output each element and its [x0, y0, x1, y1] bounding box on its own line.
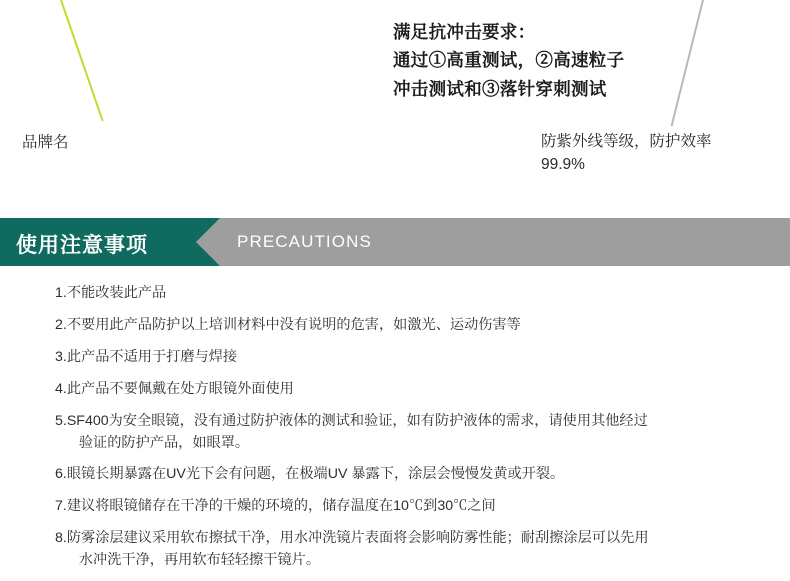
- impact-line-1: 满足抗冲击要求：: [393, 22, 536, 42]
- list-item-text: 此产品不适用于打磨与焊接: [66, 349, 238, 365]
- list-item-number: 3.: [55, 349, 67, 365]
- uv-protection-callout: [541, 130, 771, 177]
- list-item: [0, 346, 790, 368]
- list-item-number: 8.: [55, 530, 67, 546]
- list-item: [0, 282, 790, 304]
- list-item: [0, 495, 790, 517]
- impact-line-3: 冲击测试和③落针穿刺测试: [393, 78, 607, 99]
- list-item-number: 7.: [55, 498, 67, 514]
- list-item-text: [67, 527, 756, 571]
- list-item-number: 4.: [55, 381, 67, 397]
- list-item-text: 眼镜长期暴露在UV光下会有问题，在极端UV 暴露下，涂层会慢慢发黄或开裂。: [66, 466, 565, 482]
- list-item-text-line-2: 验证的防护产品，如眼罩。: [78, 435, 250, 451]
- list-item-number: 1.: [55, 285, 67, 301]
- list-item: [0, 463, 790, 485]
- list-item: [0, 378, 790, 400]
- list-item-number: 6.: [55, 466, 67, 482]
- list-item-text-line-2: 水冲洗干净，再用软布轻轻擦干镜片。: [78, 552, 321, 568]
- impact-line-2: 通过①高重测试，②高速粒子: [393, 50, 625, 71]
- uv-callout-line-1: 防紫外线等级，防护效率: [541, 133, 712, 150]
- list-item-text: 不要用此产品防护以上培训材料中没有说明的危害，如激光、运动伤害等: [66, 317, 521, 333]
- list-item-text: 不能改装此产品: [66, 285, 167, 301]
- list-item-text: 建议将眼镜储存在干净的干燥的环境的，储存温度在10℃到30℃之间: [66, 498, 496, 514]
- section-banner: [0, 218, 790, 266]
- list-item-text: 此产品不要佩戴在处方眼镜外面使用: [66, 381, 294, 397]
- list-item: [0, 527, 790, 571]
- list-item-number: 2.: [55, 317, 67, 333]
- uv-callout-line-2: 99.9%: [541, 156, 585, 174]
- list-item-text-line-1: 防雾涂层建议采用软布擦拭干净，用水冲洗镜片表面将会影响防雾性能；耐刮擦涂层可以先用: [66, 530, 649, 546]
- list-item: [0, 410, 790, 454]
- section-title-chinese: 使用注意事项: [16, 234, 148, 257]
- section-title-english: PRECAUTIONS: [237, 232, 372, 251]
- list-item: [0, 314, 790, 336]
- precautions-list: [0, 282, 790, 581]
- list-item-number: 5.: [55, 413, 67, 429]
- impact-requirement-callout: [393, 18, 723, 103]
- leader-line-left-icon: [60, 0, 110, 128]
- list-item-text: [67, 410, 756, 454]
- list-item-text-line-1: SF400为安全眼镜，没有通过防护液体的测试和验证，如有防护液体的需求，请使用其他经过: [66, 413, 648, 429]
- brand-name-callout: 品牌名: [22, 134, 69, 151]
- product-callout-area: [0, 0, 790, 205]
